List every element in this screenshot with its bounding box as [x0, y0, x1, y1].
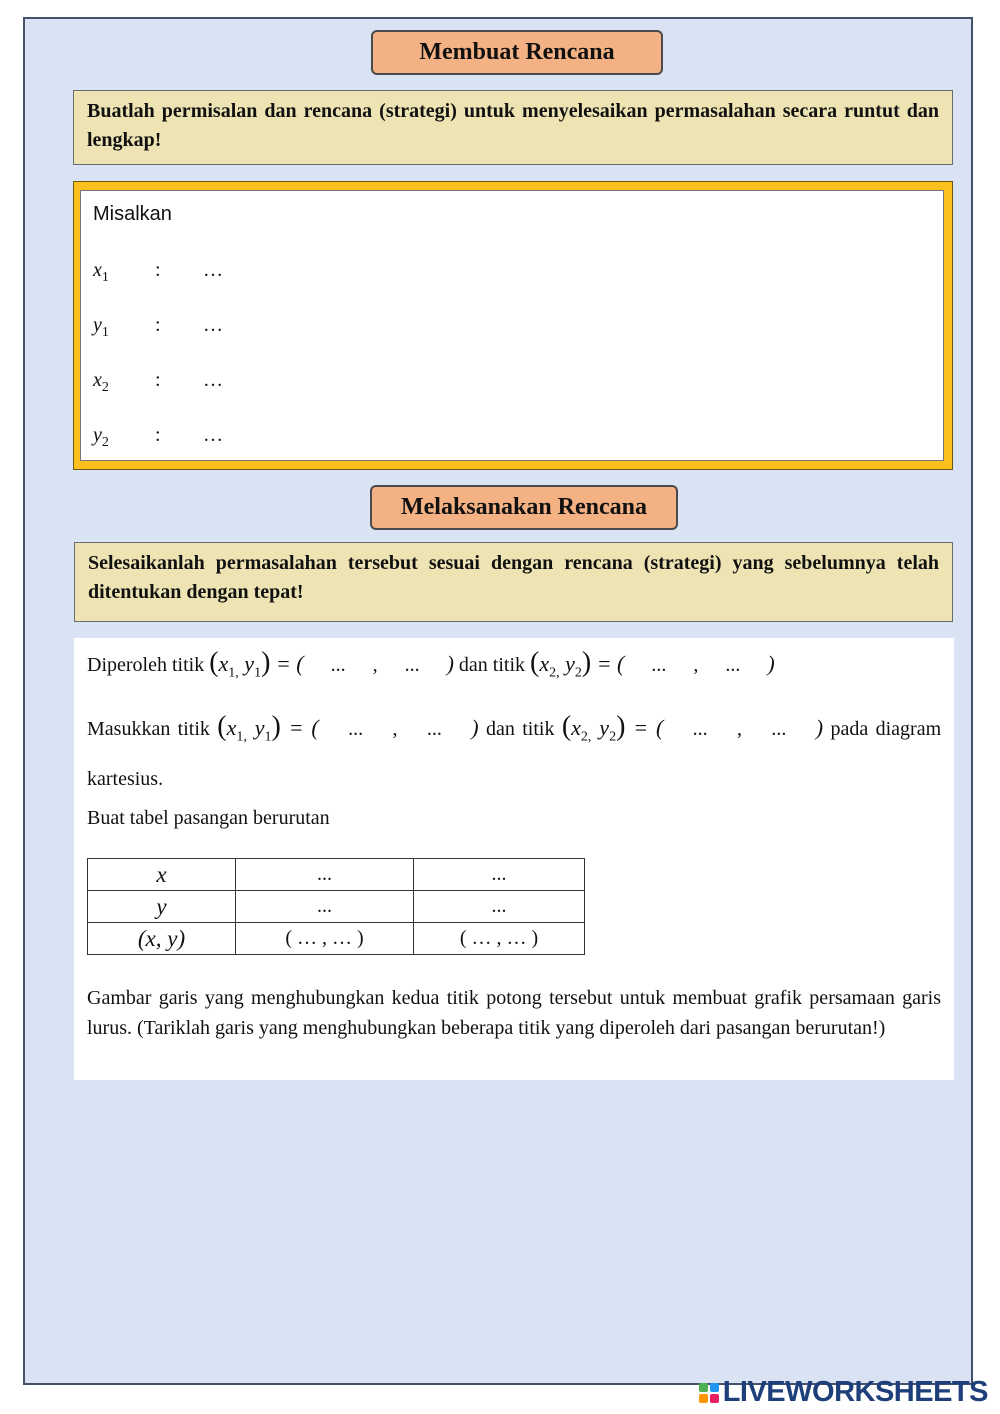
paragraph-masukkan: Masukkan titik ($x_{1,}$ $y_1$) = ( ... , ... ) dan titik ($x_{2,}$ $y_2$) = ( ... , ... ) pada diagram kartesius. [87, 711, 942, 791]
var-value-blank[interactable]: … [203, 314, 223, 336]
logo-square [710, 1394, 719, 1403]
table-header-cell: (x, y) [88, 923, 236, 955]
table-row [88, 859, 585, 891]
section-title-melaksanakan-rencana: Melaksanakan Rencana [370, 485, 678, 530]
logo-square [710, 1383, 719, 1392]
logo-square [699, 1383, 708, 1392]
var-colon: : [155, 314, 161, 336]
blank-x2[interactable]: ... [651, 654, 667, 676]
table-cell-blank[interactable]: ... [414, 859, 585, 891]
blank-y1[interactable]: ... [426, 718, 442, 740]
var-value-blank[interactable]: … [203, 424, 223, 446]
var-symbol: $y_1$ [93, 314, 109, 340]
table-cell-blank[interactable]: ... [236, 891, 414, 923]
misalkan-box [80, 190, 944, 461]
var-row-y2[interactable] [93, 424, 223, 451]
paragraph-buat-tabel: Buat tabel pasangan berurutan [87, 807, 330, 829]
table-cell-blank[interactable]: ... [414, 891, 585, 923]
var-value-blank[interactable]: … [203, 369, 223, 391]
instruction-box-2: Selesaikanlah permasalahan tersebut sesuai dengan rencana (strategi) yang sebelumnya telah ditentukan dengan tepat! [74, 542, 953, 622]
var-value-blank[interactable]: … [203, 259, 223, 281]
blank-y2[interactable]: ... [771, 718, 787, 740]
var-row-x2[interactable] [93, 369, 223, 396]
paragraph-diperoleh: Diperoleh titik ($x_{1,}$ $y_1$) = ( ... , ... ) dan titik ($x_{2,}$ $y_2$) = ( ... , ... ) [87, 647, 775, 681]
misalkan-label: Misalkan [93, 203, 172, 225]
var-symbol: $x_1$ [93, 259, 109, 285]
table-header-cell: y [88, 891, 236, 923]
table-cell-blank[interactable]: ... [236, 859, 414, 891]
paragraph-gambar-garis: Gambar garis yang menghubungkan kedua titik potong tersebut untuk membuat grafik persamaan garis lurus. (Tariklah garis yang menghubungkan beberapa titik yang diperoleh dari pasangan berurutan!) [87, 987, 941, 1039]
blank-y2[interactable]: ... [725, 654, 741, 676]
var-colon: : [155, 369, 161, 391]
var-symbol: $y_2$ [93, 424, 109, 450]
logo-text: LIVEWORKSHEETS [722, 1376, 988, 1408]
work-panel [74, 638, 954, 1080]
table-cell-blank[interactable]: ( … , … ) [236, 923, 414, 955]
table-row [88, 891, 585, 923]
logo-mark-icon [699, 1383, 719, 1403]
table-cell-blank[interactable]: ( … , … ) [414, 923, 585, 955]
misalkan-frame [73, 181, 953, 470]
var-symbol: $x_2$ [93, 369, 109, 395]
table-header-cell: x [88, 859, 236, 891]
liveworksheets-logo [699, 1376, 988, 1409]
var-colon: : [155, 424, 161, 446]
blank-x2[interactable]: ... [692, 718, 708, 740]
var-row-x1[interactable] [93, 259, 223, 286]
var-row-y1[interactable] [93, 314, 223, 341]
logo-square [699, 1394, 708, 1403]
var-colon: : [155, 259, 161, 281]
blank-x1[interactable]: ... [348, 718, 364, 740]
blank-y1[interactable]: ... [404, 654, 420, 676]
ordered-pairs-table [87, 858, 585, 955]
instruction-box-1: Buatlah permisalan dan rencana (strategi) untuk menyelesaikan permasalahan secara runtut dan lengkap! [73, 90, 953, 165]
blank-x1[interactable]: ... [330, 654, 346, 676]
section-title-membuat-rencana: Membuat Rencana [371, 30, 663, 75]
table-row [88, 923, 585, 955]
